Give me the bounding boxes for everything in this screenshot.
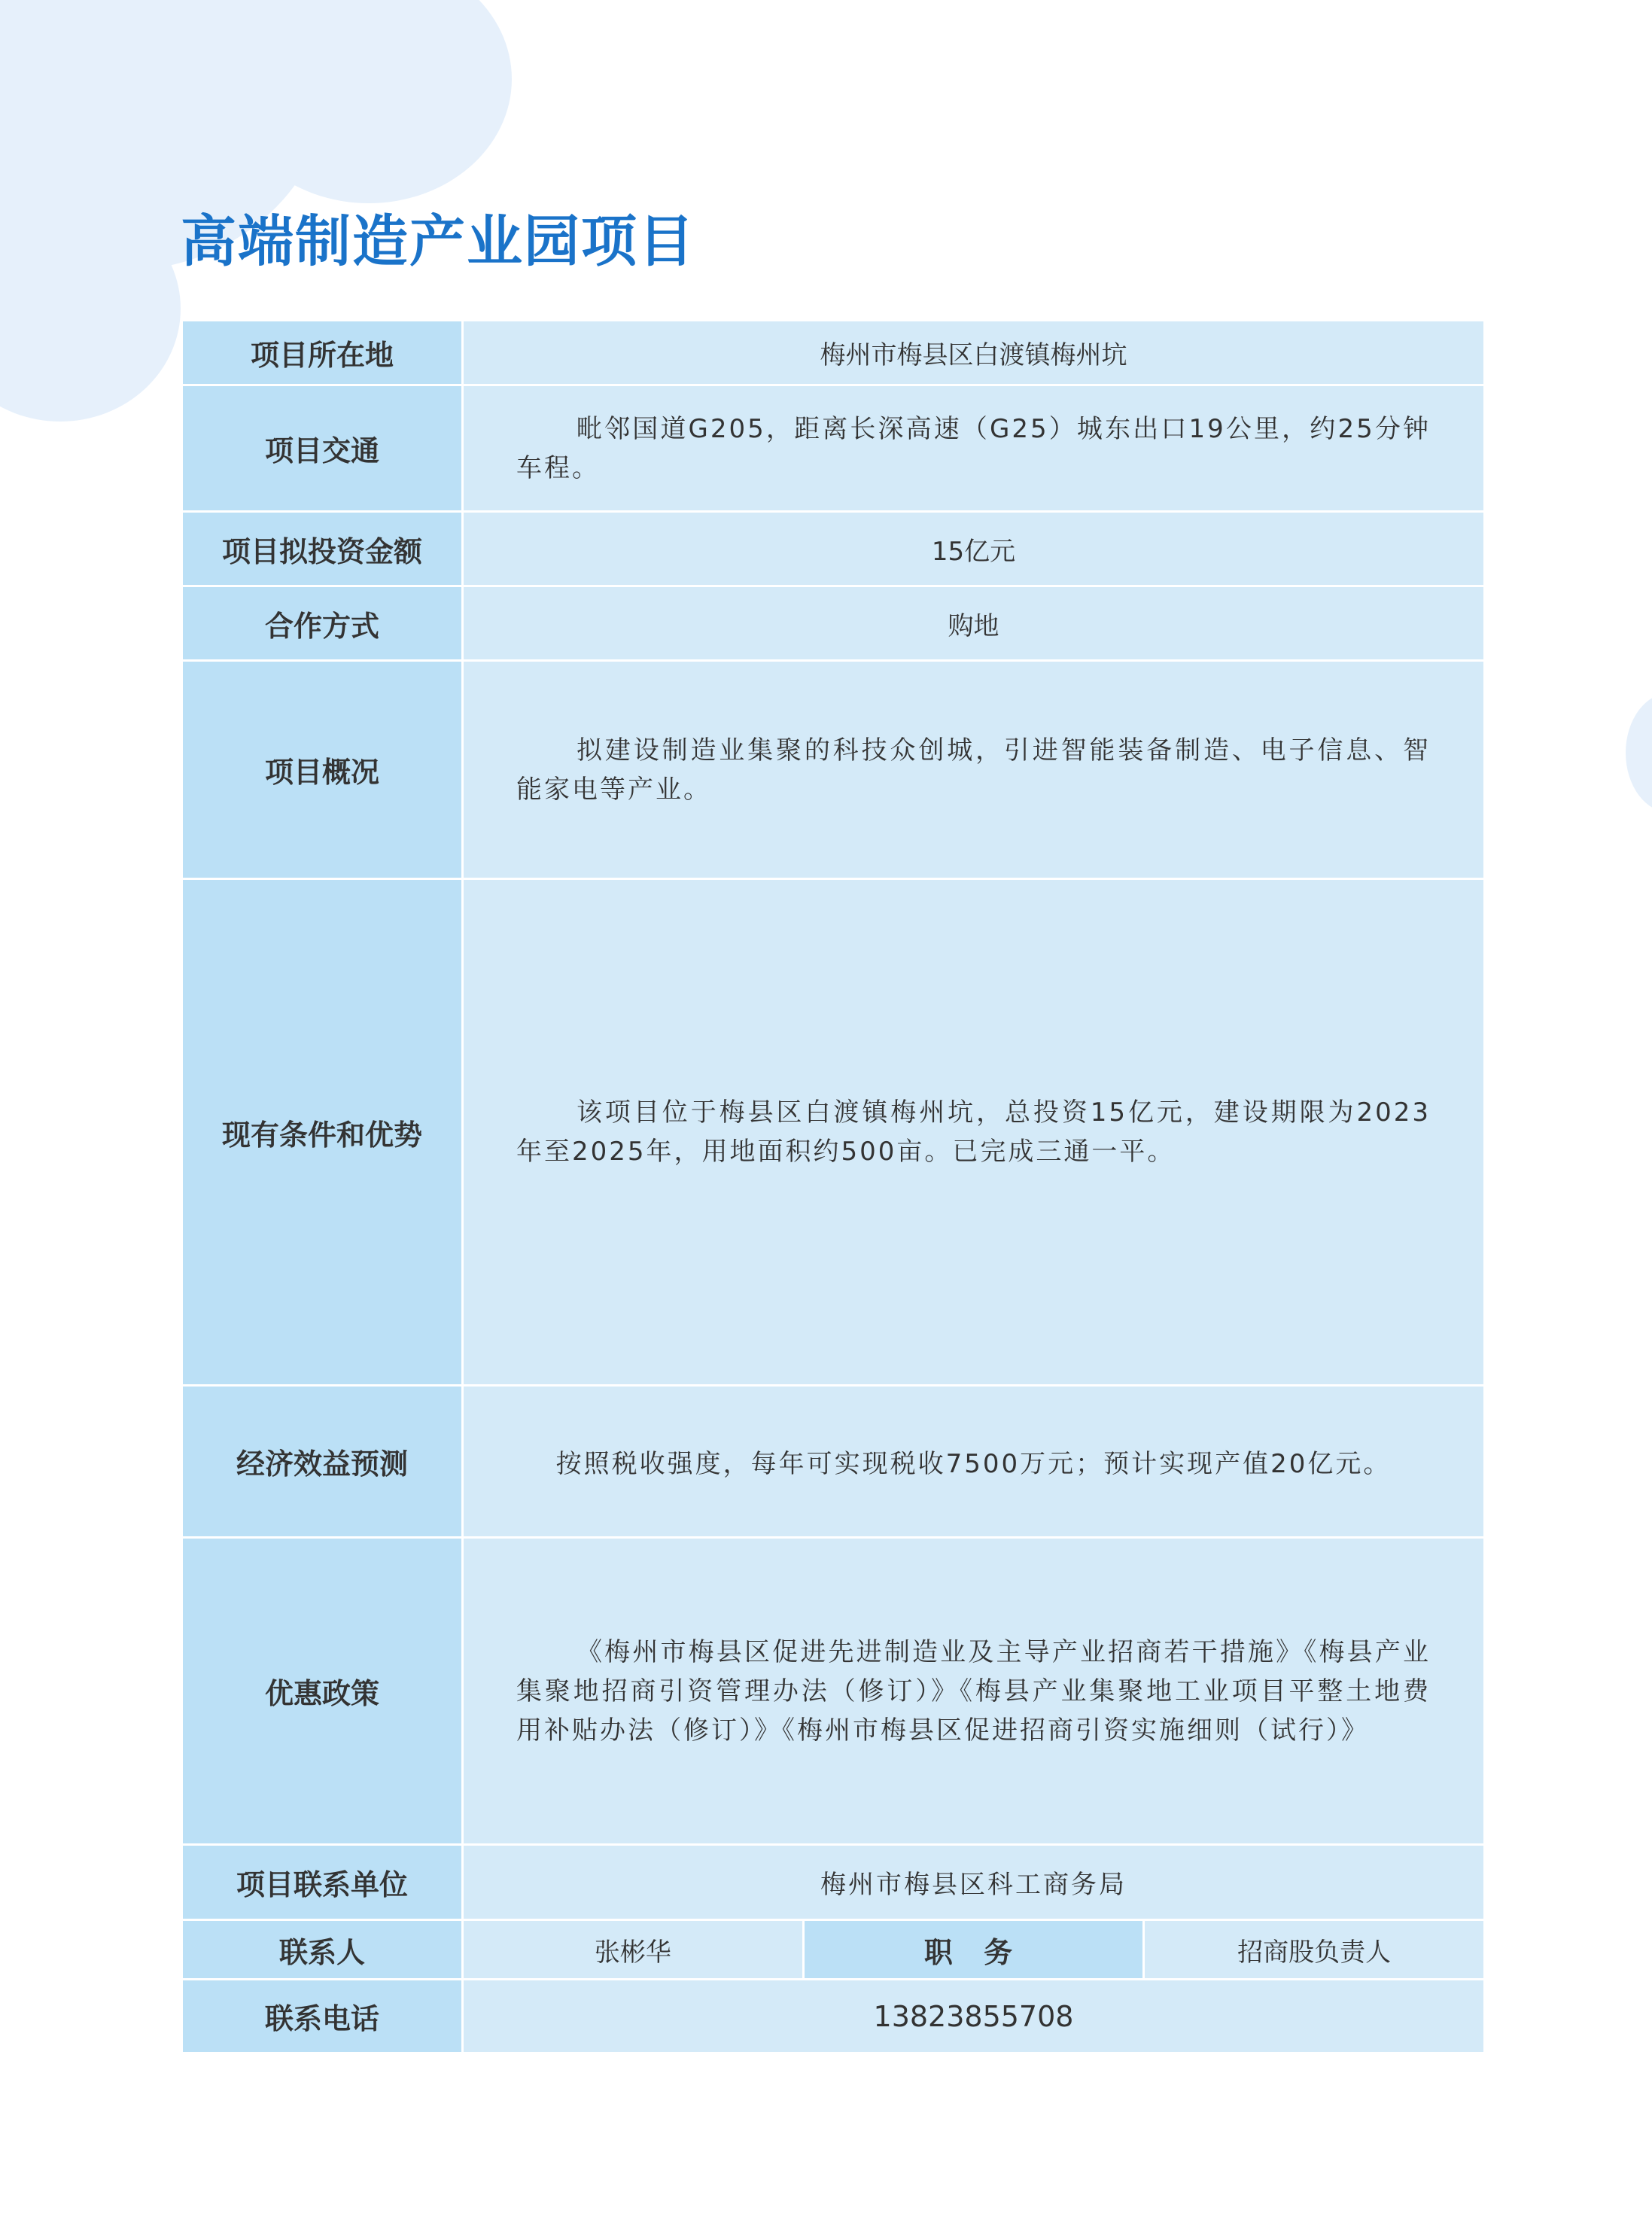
benefits-label: 经济效益预测 (182, 1386, 463, 1538)
contact-unit-value: 梅州市梅县区科工商务局 (463, 1845, 1485, 1920)
table-row (182, 879, 1485, 1386)
investment-value: 15亿元 (463, 512, 1485, 586)
cooperation-label: 合作方式 (182, 586, 463, 661)
overview-value: 拟建设制造业集聚的科技众创城，引进智能装备制造、电子信息、智能家电等产业。 (516, 735, 1431, 805)
table-row (182, 1920, 1485, 1980)
table-row (182, 586, 1485, 661)
table-row (182, 1538, 1485, 1845)
table-row (182, 385, 1485, 512)
conditions-label: 现有条件和优势 (182, 879, 463, 1386)
position-value: 招商股负责人 (1144, 1920, 1485, 1980)
transport-label: 项目交通 (182, 385, 463, 512)
table-row (182, 1980, 1485, 2053)
position-label: 职 务 (803, 1920, 1144, 1980)
table-row (182, 1845, 1485, 1920)
policy-label: 优惠政策 (182, 1538, 463, 1845)
table-row (182, 321, 1485, 385)
page-title: 高端制造产业园项目 (181, 209, 695, 274)
transport-value: 毗邻国道G205，距离长深高速（G25）城东出口19公里，约25分钟车程。 (516, 413, 1431, 483)
cooperation-value: 购地 (463, 586, 1485, 661)
investment-label: 项目拟投资金额 (182, 512, 463, 586)
policy-value: 《梅州市梅县区促进先进制造业及主导产业招商若干措施》《梅县产业集聚地招商引资管理办法（修订）》《梅县产业集聚地工业项目平整土地费用补贴办法（修订）》《梅州市梅县区促进招商引资实施细则（试行）》 (516, 1636, 1431, 1746)
phone-label: 联系电话 (182, 1980, 463, 2053)
location-label: 项目所在地 (182, 321, 463, 385)
project-info-table (181, 319, 1486, 2054)
contact-person-label: 联系人 (182, 1920, 463, 1980)
benefits-value: 按照税收强度，每年可实现税收7500万元；预计实现产值20亿元。 (463, 1386, 1485, 1538)
table-row (182, 512, 1485, 586)
table-row (182, 661, 1485, 879)
contact-person-value: 张彬华 (463, 1920, 804, 1980)
background-decoration (1626, 693, 1652, 813)
conditions-value: 该项目位于梅县区白渡镇梅州坑，总投资15亿元，建设期限为2023年至2025年，用地面积约500亩。已完成三通一平。 (516, 1097, 1431, 1167)
contact-unit-label: 项目联系单位 (182, 1845, 463, 1920)
location-value: 梅州市梅县区白渡镇梅州坑 (463, 321, 1485, 385)
phone-value: 13823855708 (463, 1980, 1485, 2053)
table-row (182, 1386, 1485, 1538)
overview-label: 项目概况 (182, 661, 463, 879)
